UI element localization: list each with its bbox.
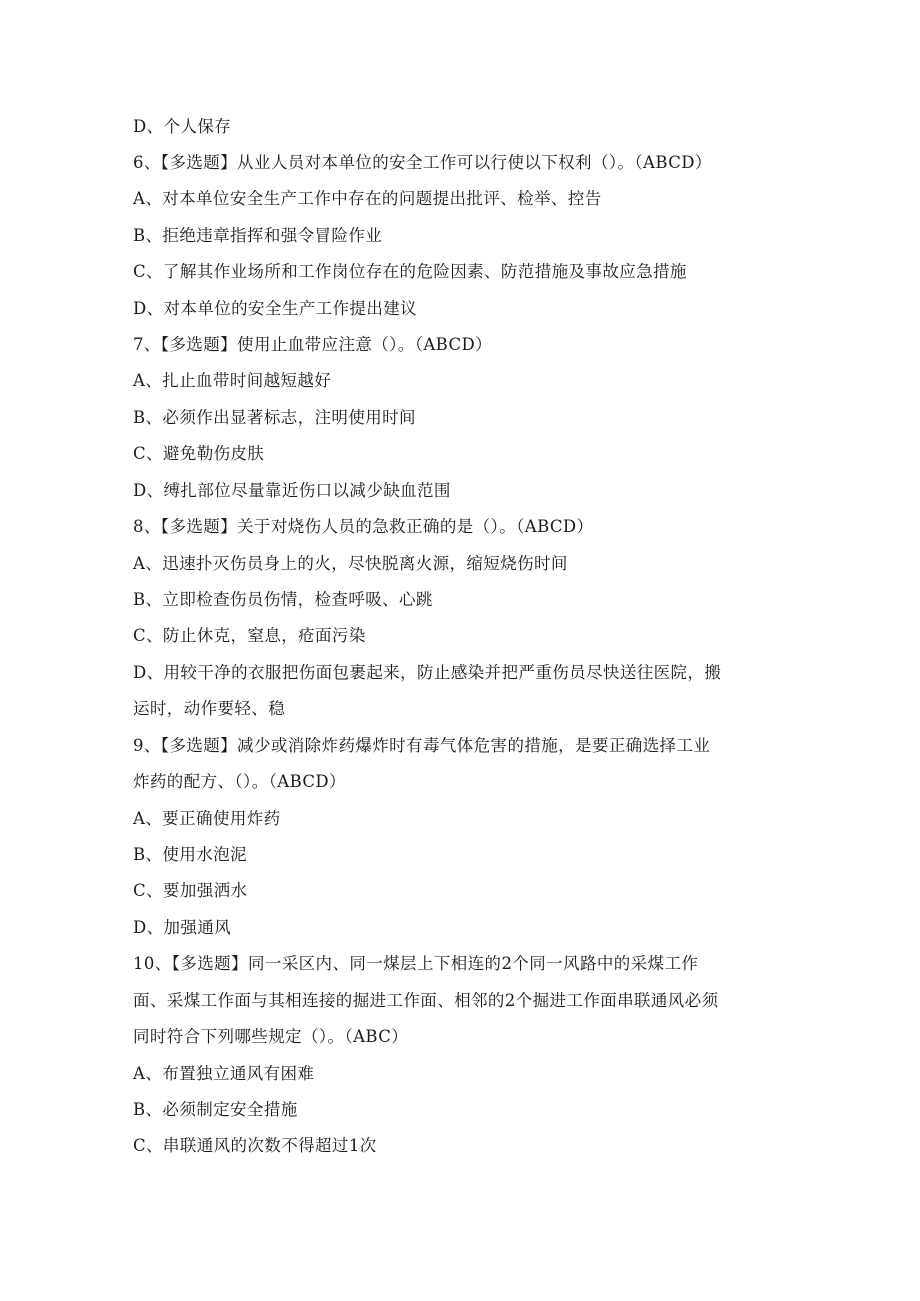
option-d: D、用较干净的衣服把伤面包裹起来，防止感染并把严重伤员尽快送往医院，搬 [133, 663, 722, 682]
question-7: 7、【多选题】使用止血带应注意（）。（ABCD） [133, 335, 493, 354]
option-a: A、对本单位安全生产工作中存在的问题提出批评、检举、控告 [133, 189, 602, 208]
question-8: 8、【多选题】关于对烧伤人员的急救正确的是（）。（ABCD） [133, 517, 594, 536]
option-b: B、必须制定安全措施 [133, 1100, 298, 1119]
question-10-continued: 面、采煤工作面与其相连接的掘进工作面、相邻的2个掘进工作面串联通风必须 [133, 991, 719, 1010]
question-9-continued: 炸药的配方、（）。（ABCD） [133, 772, 346, 791]
option-c: C、避免勒伤皮肤 [133, 444, 265, 463]
option-b: B、拒绝违章指挥和强令冒险作业 [133, 226, 383, 245]
option-d: D、对本单位的安全生产工作提出建议 [133, 299, 418, 318]
option-c: C、了解其作业场所和工作岗位存在的危险因素、防范措施及事故应急措施 [133, 262, 687, 281]
option-c: C、要加强洒水 [133, 881, 248, 900]
option-a: A、布置独立通风有困难 [133, 1064, 315, 1083]
option-b: B、立即检查伤员伤情，检查呼吸、心跳 [133, 590, 433, 609]
question-10: 10、【多选题】同一采区内、同一煤层上下相连的2个同一风路中的采煤工作 [133, 954, 699, 973]
question-6: 6、【多选题】从业人员对本单位的安全工作可以行使以下权利（）。（ABCD） [133, 153, 712, 172]
option-d: D、缚扎部位尽量靠近伤口以减少缺血范围 [133, 481, 451, 500]
question-9: 9、【多选题】减少或消除炸药爆炸时有毒气体危害的措施，是要正确选择工业 [133, 736, 711, 755]
option-a: A、要正确使用炸药 [133, 809, 281, 828]
option-d: D、加强通风 [133, 918, 232, 937]
option-c: C、防止休克，窒息，疮面污染 [133, 626, 366, 645]
option-a: A、迅速扑灭伤员身上的火，尽快脱离火源，缩短烧伤时间 [133, 554, 568, 573]
option-c: C、串联通风的次数不得超过1次 [133, 1136, 377, 1155]
option-b: B、必须作出显著标志，注明使用时间 [133, 408, 416, 427]
option-d-continued: 运时，动作要轻、稳 [133, 699, 286, 718]
option-a: A、扎止血带时间越短越好 [133, 371, 332, 390]
question-10-continued: 同时符合下列哪些规定（）。（ABC） [133, 1027, 409, 1046]
text-line: D、个人保存 [133, 117, 232, 136]
option-b: B、使用水泡泥 [133, 845, 247, 864]
